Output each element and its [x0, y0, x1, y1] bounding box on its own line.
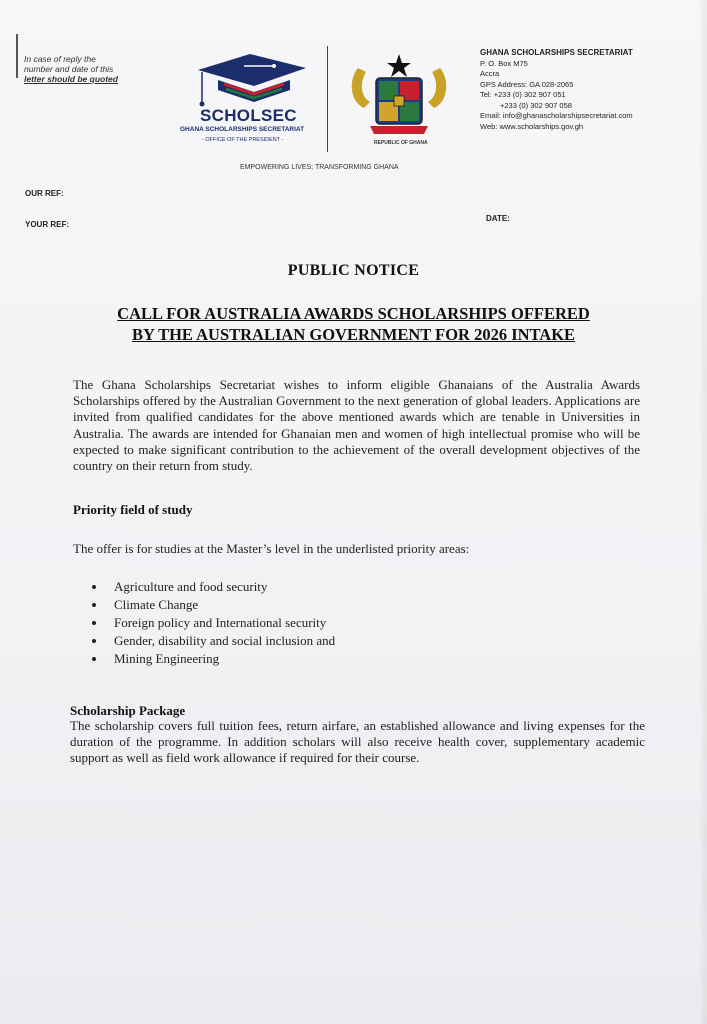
our-ref-label: OUR REF:: [25, 189, 64, 198]
date-label: DATE:: [486, 214, 510, 223]
notice-heading: [0, 303, 707, 345]
list-item: [92, 578, 335, 596]
scholsec-wordmark: SCHOLSEC: [200, 106, 297, 125]
package-paragraph: The scholarship covers full tuition fees, return airfare, an established allowance and living expenses for the duration of the programme. In addition scholars will also receive health cover, supplementary academic support as well as field work allowance if required for their course.: [70, 718, 645, 766]
priority-intro: The offer is for studies at the Master’s level in the underlisted priority areas:: [73, 541, 470, 556]
notice-heading-line1: CALL FOR AUSTRALIA AWARDS SCHOLARSHIPS OFFERED: [117, 304, 590, 323]
address-tel1: Tel: +233 (0) 302 907 051: [480, 90, 566, 99]
list-item-text: Mining Engineering: [114, 651, 220, 666]
list-item: [92, 632, 335, 650]
package-heading: Scholarship Package: [70, 703, 186, 718]
reply-note-line1: In case of reply the: [24, 54, 96, 64]
list-item: [92, 596, 335, 614]
bullet-icon: [92, 639, 96, 643]
secretariat-address: [480, 48, 633, 132]
list-item-text: Foreign policy and International security: [114, 615, 327, 630]
graduation-cap-icon: [178, 50, 324, 110]
reply-note-bar: [16, 34, 18, 78]
address-tel2: +233 (0) 302 907 058: [500, 100, 572, 110]
address-city: Accra: [480, 69, 500, 78]
page-edge-shadow: [699, 0, 707, 1024]
address-org: GHANA SCHOLARSHIPS SECRETARIAT: [480, 48, 633, 57]
address-box: P. O. Box M75: [480, 58, 528, 68]
address-gps: GPS Address: GA 028-2065: [480, 79, 574, 89]
motto: EMPOWERING LIVES; TRANSFORMING GHANA: [240, 164, 399, 171]
intro-paragraph: The Ghana Scholarships Secretariat wishes to inform eligible Ghanaians of the Australia Awards Scholarships offered by the Australian Government to the next generation of global leaders. Applications are invited from qualified candidates for the above mentioned awards which are tenable in Universities in Australia. The awards are intended for Ghanaian men and women of high intellectual promise who will be expected to make significant contribution to the achievement of the overall development objectives of the country on their return from study.: [73, 377, 640, 474]
header-divider: [327, 46, 328, 152]
priority-areas-list: [92, 578, 335, 668]
scholsec-subtitle: GHANA SCHOLARSHIPS SECRETARIAT: [180, 126, 305, 133]
priority-heading: Priority field of study: [73, 502, 193, 517]
reply-note-line3: letter should be quoted: [24, 74, 118, 84]
bullet-icon: [92, 585, 96, 589]
list-item: [92, 650, 335, 668]
list-item-text: Agriculture and food security: [114, 579, 268, 594]
notice-title: PUBLIC NOTICE: [287, 262, 420, 279]
address-email: Email: info@ghanascholarshipsecretariat.com: [480, 111, 633, 120]
bullet-icon: [92, 657, 96, 661]
your-ref-label: YOUR REF:: [25, 220, 69, 229]
list-item: [92, 614, 335, 632]
bullet-icon: [92, 621, 96, 625]
coat-of-arms: [344, 50, 454, 150]
list-item-text: Climate Change: [114, 597, 199, 612]
bullet-icon: [92, 603, 96, 607]
scholsec-logo: [178, 50, 324, 150]
reply-note-line2: number and date of this: [24, 64, 114, 74]
coat-of-arms-caption: REPUBLIC OF GHANA: [374, 140, 428, 146]
address-web: Web: www.scholarships.gov.gh: [480, 121, 584, 131]
reply-note: [24, 54, 118, 84]
list-item-text: Gender, disability and social inclusion and: [114, 633, 336, 648]
office-of-president: - OFFICE OF THE PRESIDENT -: [202, 137, 284, 143]
notice-heading-line2: BY THE AUSTRALIAN GOVERNMENT FOR 2026 INTAKE: [131, 325, 576, 344]
coat-of-arms-icon: [344, 50, 454, 140]
